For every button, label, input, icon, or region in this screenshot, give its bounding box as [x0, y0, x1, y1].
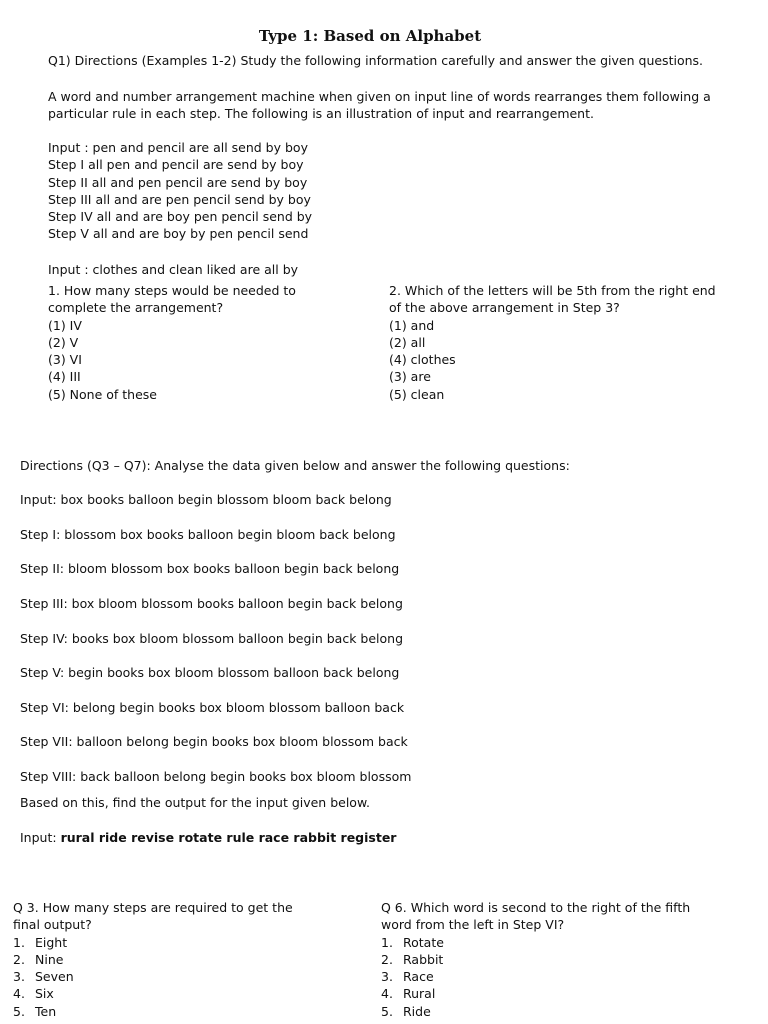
step-line: Step III: box bloom blossom books balloon begin back belong [20, 596, 403, 611]
option-number: 3. [13, 969, 25, 985]
option-text: Seven [35, 969, 74, 985]
intro-line: A word and number arrangement machine when given on input line of words rearranges them following a [48, 89, 711, 104]
question-stem: 2. Which of the letters will be 5th from the right end [389, 283, 716, 298]
input-line: Input : clothes and clean liked are all by [48, 262, 299, 277]
answer-option [381, 968, 690, 985]
intro-line: particular rule in each step. The following is an illustration of input and rearrangement. [48, 106, 594, 122]
answer-option: (1) and [389, 317, 435, 333]
question-stem: Q 3. How many steps are required to get the [13, 900, 293, 915]
option-number: 2. [381, 951, 393, 967]
final-input [20, 829, 396, 846]
answer-option: (3) VI [48, 352, 82, 368]
final-input-label: Input: [20, 830, 61, 845]
question-6 [381, 899, 690, 1020]
illustration-line: Step II all and pen pencil are send by boy [48, 174, 308, 190]
based-on-line: Based on this, find the output for the input given below. [20, 795, 370, 810]
question-stem: Q 6. Which word is second to the right of the fifth [381, 900, 691, 915]
step-line: Step II: bloom blossom box books balloon begin back belong [20, 561, 400, 576]
illustration-block [48, 139, 312, 243]
step-line: Input: box books balloon begin blossom bloom back belong [20, 492, 392, 507]
answer-option [381, 934, 690, 951]
answer-option [13, 934, 293, 951]
illustration-line: Input : pen and pencil are all send by boy [48, 140, 308, 155]
answer-option: (4) III [48, 369, 81, 385]
intro-paragraph [48, 88, 711, 123]
option-number: 4. [13, 986, 25, 1002]
question-2 [389, 282, 716, 403]
step-line: Step I: blossom box books balloon begin bloom back belong [20, 527, 396, 542]
answer-option: (2) all [389, 334, 426, 350]
directions-q3-q7: Directions (Q3 – Q7): Analyse the data given below and answer the following questions: [20, 458, 570, 473]
question-stem: complete the arrangement? [48, 300, 224, 316]
answer-option: (1) IV [48, 317, 82, 333]
option-text: Ten [35, 1003, 57, 1019]
question-1 [48, 282, 296, 403]
option-text: Six [35, 986, 54, 1002]
question-3 [13, 899, 293, 1020]
option-text: Rabbit [403, 951, 444, 967]
answer-option [381, 1003, 690, 1020]
options-list [381, 934, 690, 1020]
option-number: 1. [13, 934, 25, 950]
page-title: Type 1: Based on Alphabet [258, 27, 482, 45]
answer-option: (2) V [48, 334, 79, 350]
option-text: Rural [403, 986, 436, 1002]
question-stem: final output? [13, 917, 92, 933]
answer-option [13, 1003, 293, 1020]
options-list [13, 934, 293, 1020]
step-line: Step VII: balloon belong begin books box bloom blossom back [20, 734, 408, 749]
option-text: Nine [35, 951, 64, 967]
answer-option [13, 968, 293, 985]
option-number: 3. [381, 969, 393, 985]
answer-option: (4) clothes [389, 352, 456, 368]
illustration-line: Step III all and are pen pencil send by boy [48, 191, 311, 207]
option-text: Rotate [403, 934, 444, 950]
answer-option: (5) None of these [48, 386, 158, 402]
answer-option: (5) clean [389, 386, 445, 402]
option-number: 1. [381, 934, 393, 950]
answer-option [381, 985, 690, 1002]
option-number: 2. [13, 951, 25, 967]
option-number: 4. [381, 986, 393, 1002]
option-number: 5. [381, 1003, 393, 1019]
step-line: Step VIII: back balloon belong begin books box bloom blossom [20, 769, 412, 784]
question-stem: 1. How many steps would be needed to [48, 283, 296, 298]
step-line: Step VI: belong begin books box bloom blossom balloon back [20, 700, 405, 715]
option-text: Race [403, 969, 434, 985]
question-stem: word from the left in Step VI? [381, 917, 565, 933]
option-text: Ride [403, 1003, 431, 1019]
illustration-line: Step I all pen and pencil are send by boy [48, 157, 304, 173]
answer-option [13, 951, 293, 968]
q1-directions: Q1) Directions (Examples 1-2) Study the following information carefully and answer the given questions. [48, 53, 703, 68]
step-line: Step IV: books box bloom blossom balloon begin back belong [20, 631, 404, 646]
illustration-line: Step V all and are boy by pen pencil send [48, 226, 309, 242]
step-line: Step V: begin books box bloom blossom balloon back belong [20, 665, 400, 680]
illustration-line: Step IV all and are boy pen pencil send by [48, 209, 313, 225]
final-input-value: rural ride revise rotate rule race rabbit register [60, 830, 397, 845]
answer-option: (3) are [389, 369, 431, 385]
option-text: Eight [35, 934, 68, 950]
option-number: 5. [13, 1003, 25, 1019]
answer-option [381, 951, 690, 968]
question-stem: of the above arrangement in Step 3? [389, 300, 620, 316]
answer-option [13, 985, 293, 1002]
